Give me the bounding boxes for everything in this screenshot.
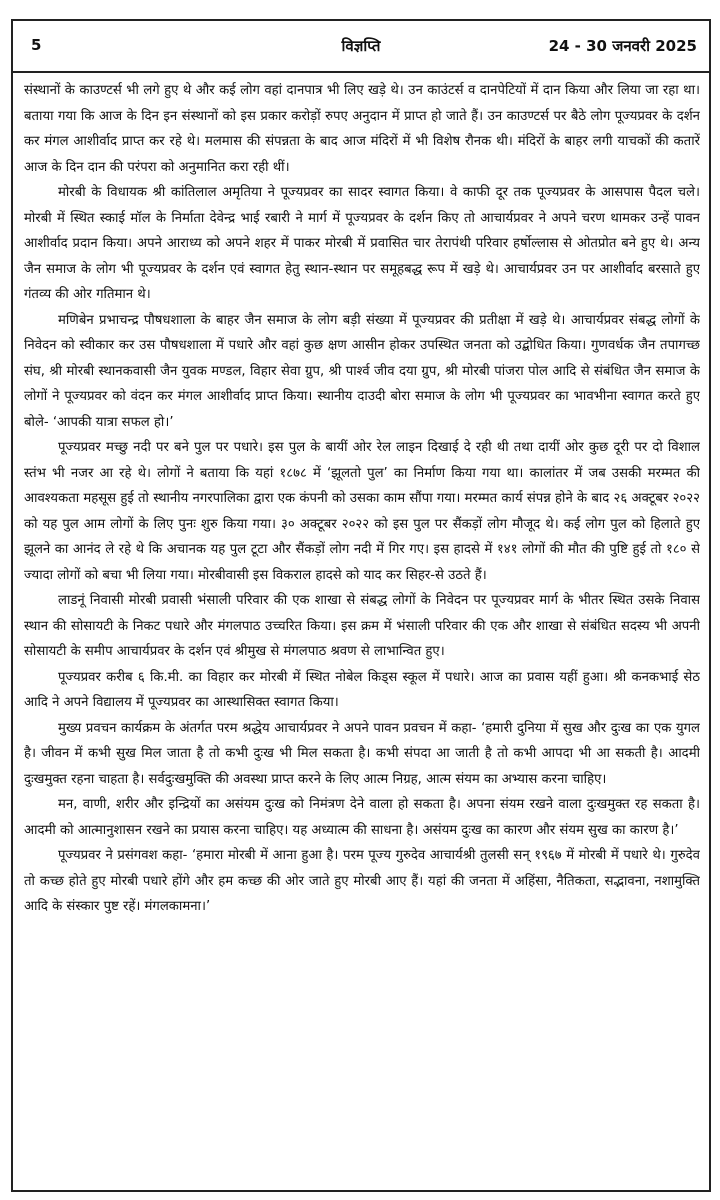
publication-title: विज्ञप्ति (341, 37, 381, 55)
paragraph: मणिबेन प्रभाचन्द्र पौषधशाला के बाहर जैन समाज के लोग बड़ी संख्या में पूज्यप्रवर की प्रतीक्षा में खड़े थे। आचार्यप्रवर संबद्ध लोगों के निवेदन को स्वीकार कर उस पौषधशाला में पधारे और वहां कुछ क्षण आसीन होकर उपस्थित जनता को उद्बोधित किया। गुणवर्धक जैन तपागच्छ संघ, श्री मोरबी स्थानकवासी जैन युवक मण्डल, विहार सेवा ग्रुप, श्री पार्श्व जीव दया ग्रुप, श्री मोरबी पांजरा पोल आदि से संबंधित जैन समाज के लोगों ने पूज्यप्रवर को वंदन कर मंगल आशीर्वाद प्राप्त किया। स्थानीय दाउदी बोरा समाज के लोग भी पूज्यप्रवर का भावभीना स्वागत करते हुए बोले- ‘आपकी यात्रा सफल हो।’ (24, 312, 700, 430)
paragraph: मोरबी के विधायक श्री कांतिलाल अमृतिया ने पूज्यप्रवर का सादर स्वागत किया। वे काफी दूर तक पूज्यप्रवर के आसपास पैदल चले। मोरबी में स्थित स्काई मॉल के निर्माता देवेन्द्र भाई रबारी ने मार्ग में पूज्यप्रवर के दर्शन किए तो आचार्यप्रवर ने अपने चरण थामकर उन्हें पावन आशीर्वाद प्रदान किया। अपने आराध्य को अपने शहर में पाकर मोरबी में प्रवासित चार तेरापंथी परिवार हर्षोल्लास से ओतप्रोत बने हुए थे। अन्य जैन समाज के लोग भी पूज्यप्रवर के दर्शन एवं स्वागत हेतु स्थान-स्थान पर समूहबद्ध रूप में खड़े थे। आचार्यप्रवर उन पर आशीर्वाद बरसाते हुए गंतव्य की ओर गतिमान थे। (24, 185, 700, 302)
page-header (13, 21, 709, 73)
paragraph: मुख्य प्रवचन कार्यक्रम के अंतर्गत परम श्रद्धेय आचार्यप्रवर ने अपने पावन प्रवचन में कहा- ‘हमारी दुनिया में सुख और दुःख का एक युगल है। जीवन में कभी सुख मिल जाता है तो कभी दुःख भी मिल सकता है। कभी संपदा आ जाती है तो कभी आपदा भी आ सकती है। आदमी दुःखमुक्त रहना चाहता है। सर्वदुःखमुक्ति की अवस्था प्राप्त करने के लिए आत्म निग्रह, आत्म संयम का अभ्यास करना चाहिए। (24, 720, 700, 787)
paragraph: लाडनूं निवासी मोरबी प्रवासी भंसाली परिवार की एक शाखा से संबद्ध लोगों के निवेदन पर पूज्यप्रवर मार्ग के भीतर स्थित उसके निवास स्थान की सोसायटी के निकट पधारे और मंगलपाठ उच्चरित किया। इस क्रम में भंसाली परिवार की एक और शाखा से संबंधित सदस्य भी अपनी सोसायटी के समीप आचार्यप्रवर के दर्शन एवं श्रीमुख से मंगलपाठ श्रवण से लाभान्वित हुए। (24, 593, 700, 659)
paragraph: पूज्यप्रवर ने प्रसंगवश कहा- ‘हमारा मोरबी में आना हुआ है। परम पूज्य गुरुदेव आचार्यश्री तुलसी सन् १९६७ में मोरबी में पधारे थे। गुरुदेव तो कच्छ होते हुए मोरबी पधारे होंगे और हम कच्छ की ओर जाते हुए मोरबी आए हैं। यहां की जनता में अहिंसा, नैतिकता, सद्भावना, नशामुक्ति आदि के संस्कार पुष्ट रहें। मंगलकामना।’ (24, 848, 700, 914)
article-body (24, 78, 700, 1188)
paragraph: मन, वाणी, शरीर और इन्द्रियों का असंयम दुःख को निमंत्रण देने वाला हो सकता है। अपना संयम रखने वाला दुःखमुक्त रह सकता है। आदमी को आत्मानुशासन रखने का प्रयास करना चाहिए। यह अध्यात्म की साधना है। असंयम दुःख का कारण और संयम सुख का कारण है।’ (24, 797, 700, 838)
paragraph: पूज्यप्रवर करीब ६ कि.मी. का विहार कर मोरबी में स्थित नोबेल किड्स स्कूल में पधारे। आज का प्रवास यहीं हुआ। श्री कनकभाई सेठ आदि ने अपने विद्यालय में पूज्यप्रवर का आस्थासिक्त स्वागत किया। (24, 669, 700, 710)
page-number: 5 (31, 36, 42, 54)
paragraph: पूज्यप्रवर मच्छु नदी पर बने पुल पर पधारे। इस पुल के बायीं ओर रेल लाइन दिखाई दे रही थी तथा दायीं ओर कुछ दूरी पर दो विशाल स्तंभ भी नजर आ रहे थे। लोगों ने बताया कि यहां १८७८ में ‘झूलतो पुल’ का निर्माण किया गया था। कालांतर में जब उसकी मरम्मत की आवश्यकता महसूस हुई तो स्थानीय नगरपालिका द्वारा एक कंपनी को उसका काम सौंपा गया। मरम्मत कार्य संपन्न होने के बाद २६ अक्टूबर २०२२ को यह पुल आम लोगों के लिए पुनः शुरु किया गया। ३० अक्टूबर २०२२ को इस पुल पर सैंकड़ों लोग मौजूद थे। कई लोग पुल को हिलाते हुए झूलने का आनंद ले रहे थे कि अचानक यह पुल टूटा और सैंकड़ों लोग नदी में गिर गए। इस हादसे में १४१ लोगों की मौत की पुष्टि हुई तो १८० से ज्यादा लोगों को बचा भी लिया गया। मोरबीवासी इस विकराल हादसे को याद कर सिहर-से उठते हैं। (24, 440, 700, 583)
paragraph: संस्थानों के काउण्टर्स भी लगे हुए थे और कई लोग वहां दानपात्र भी लिए खड़े थे। उन काउंटर्स व दानपेटियों में दान किया और लिया जा रहा था। बताया गया कि आज के दिन इन संस्थानों को इस प्रकार करोड़ों रुपए अनुदान में प्राप्त हो जाते हैं। उन काउण्टर्स पर बैठे लोग पूज्यप्रवर के दर्शन कर मंगल आशीर्वाद प्राप्त कर रहे थे। मलमास की संपन्नता के बाद आज मंदिरों में भी विशेष रौनक थी। मंदिरों के बाहर लगी याचकों की कतारें आज के दिन दान की परंपरा को अनुमानित करा रही थीं। (24, 83, 700, 175)
issue-date: 24 - 30 जनवरी 2025 (548, 37, 697, 55)
